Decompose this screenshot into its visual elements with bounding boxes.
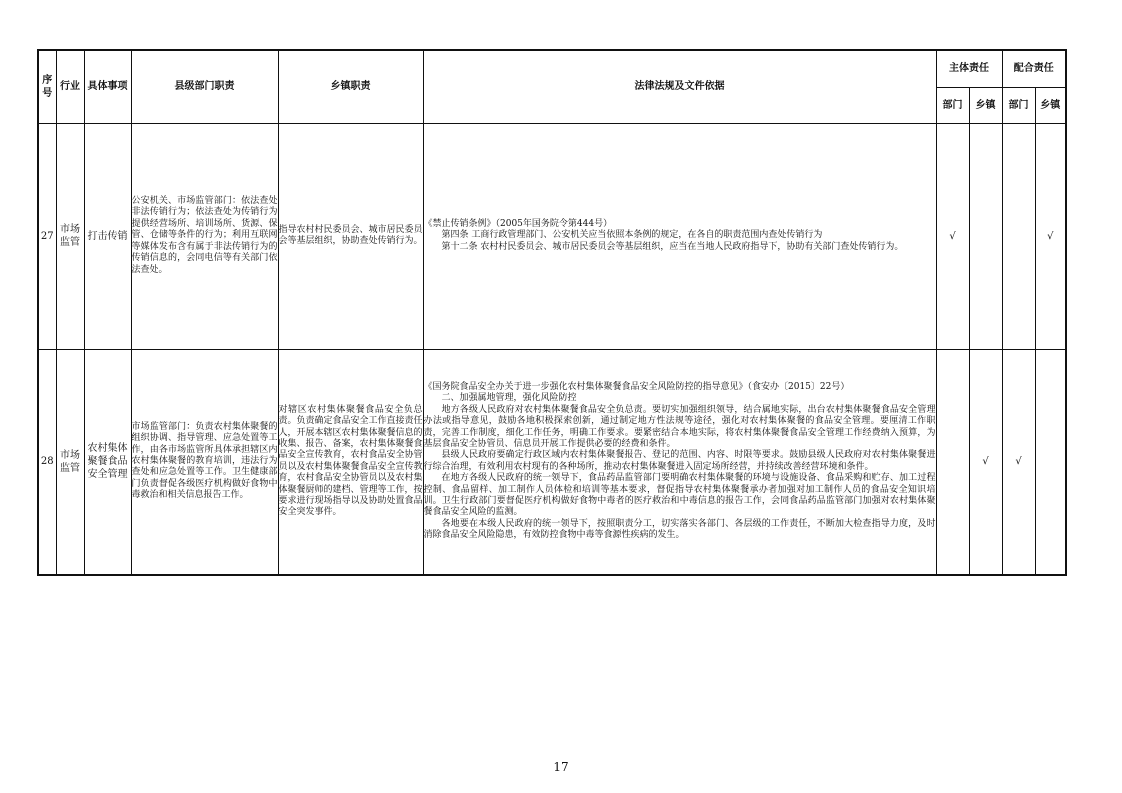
law-title: 《国务院食品安全办关于进一步强化农村集体聚餐食品安全风险防控的指导意见》（食安办〔2015〕22号） (423, 381, 850, 392)
law-paragraph: 在地方各级人民政府的统一领导下，食品药品监管部门要明确农村集体聚餐的环境与设施设备、食品采购和贮存、加工过程控制、食品留样、加工制作人员体检和培训等基本要求，督促指导农村集体聚餐承办者加强对加工制作人员的食品安全知识培训。卫生行政部门要督促医疗机构做好食物中毒者的医疗救治和中毒信息的报告工作，会同食品药品监管部门加强对农村集体聚餐食品安全风险的监测。 (423, 473, 936, 518)
main-town-check (969, 123, 1002, 349)
main-dept-check (936, 349, 969, 575)
main-town-check: √ (969, 349, 1002, 575)
row-town-duty: 指导农村村民委员会、城市居民委员会等基层组织，协助查处传销行为。 (278, 123, 423, 349)
law-paragraph: 第四条 工商行政管理部门、公安机关应当依照本条例的规定，在各自的职责范围内查处传销行为 (441, 230, 823, 241)
header-law-basis: 法律法规及文件依据 (423, 50, 936, 123)
law-title: 《禁止传销条例》（2005年国务院令第444号） (423, 218, 613, 229)
law-paragraph: 县级人民政府要确定行政区域内农村集体聚餐报告、登记的范围、内容、时限等要求。鼓励县级人民政府对农村集体聚餐进行综合治理，有效利用农村现有的各种场所，推动农村集体聚餐进入固定场所经营，并持续改善经营环境和条件。 (423, 450, 936, 472)
header-main-dept: 部门 (936, 87, 969, 123)
row-law-basis (423, 349, 936, 575)
header-coop-township: 乡镇 (1035, 87, 1066, 123)
row-town-duty: 对辖区农村集体聚餐食品安全负总责。负责确定食品安全工作直接责任人，开展本辖区农村集体聚餐信息的收集、报告、备案，农村集体聚餐食品安全宣传教育，农村食品安全协管员以及农村集体聚餐食品安全宣传教育，农村食品安全协管员以及农村集体聚餐厨师的建档、管理等工作，按要求进行现场指导以及协助处置食品安全突发事件。 (278, 349, 423, 575)
row-number: 27 (38, 123, 56, 349)
responsibility-table (37, 49, 1067, 576)
law-paragraph: 第十二条 农村村民委员会、城市居民委员会等基层组织，应当在当地人民政府指导下，协助有关部门查处传销行为。 (441, 241, 904, 252)
law-paragraph: 二、加强属地管理，强化风险防控 (441, 393, 577, 404)
header-seq: 序号 (38, 50, 56, 123)
table-row (38, 349, 1066, 575)
main-dept-check: √ (936, 123, 969, 349)
coop-town-check (1035, 349, 1066, 575)
header-main-responsibility: 主体责任 (936, 50, 1002, 87)
row-number: 28 (38, 349, 56, 575)
header-county-duty: 县级部门职责 (131, 50, 278, 123)
law-paragraph: 各地要在本级人民政府的统一领导下，按照职责分工，切实落实各部门、各层级的工作责任，不断加大检查指导力度，及时消除食品安全风险隐患，有效防控食物中毒等食源性疾病的发生。 (423, 518, 936, 541)
row-county-duty: 市场监管部门：负责农村集体聚餐的组织协调、指导管理、应急处置等工作，由各市场监管所具体承担辖区内农村集体聚餐的教育培训，违法行为查处和应急处置等工作。卫生健康部门负责督促各级医疗机构做好食物中毒救治和相关信息报告工作。 (131, 349, 278, 575)
header-town-duty: 乡镇职责 (278, 50, 423, 123)
row-county-duty: 公安机关、市场监管部门：依法查处非法传销行为；依法查处为传销行为提供经营场所、培训场所、货源、保管、仓储等条件的行为；利用互联网等媒体发布含有属于非法传销行为的传销信息的，会同电信等有关部门依法查处。 (131, 123, 278, 349)
coop-town-check: √ (1035, 123, 1066, 349)
header-item: 具体事项 (84, 50, 131, 123)
coop-dept-check: √ (1002, 349, 1035, 575)
header-coop-responsibility: 配合责任 (1002, 50, 1066, 87)
row-item: 打击传销 (84, 123, 131, 349)
page-number: 17 (553, 760, 569, 774)
header-row-1 (38, 50, 1066, 87)
row-law-basis (423, 123, 936, 349)
row-industry: 市场监管 (56, 123, 84, 349)
header-industry: 行业 (56, 50, 84, 123)
law-paragraph: 地方各级人民政府对农村集体聚餐食品安全负总责。要切实加强组织领导，结合属地实际，出台农村集体聚餐食品安全管理办法或指导意见，鼓励各地积极探索创新，通过制定地方性法规等途径，强化对农村集体聚餐的食品安全管理。要厘清工作职责，完善工作制度，细化工作任务，明确工作要求。要紧密结合本地实际，将农村集体聚餐食品安全管理工作经费纳入预算，为基层食品安全协管员、信息员开展工作提供必要的经费和条件。 (423, 404, 936, 449)
header-main-township: 乡镇 (969, 87, 1002, 123)
table-row (38, 123, 1066, 349)
row-item: 农村集体聚餐食品安全管理 (84, 349, 131, 575)
coop-dept-check (1002, 123, 1035, 349)
header-coop-dept: 部门 (1002, 87, 1035, 123)
row-industry: 市场监管 (56, 349, 84, 575)
